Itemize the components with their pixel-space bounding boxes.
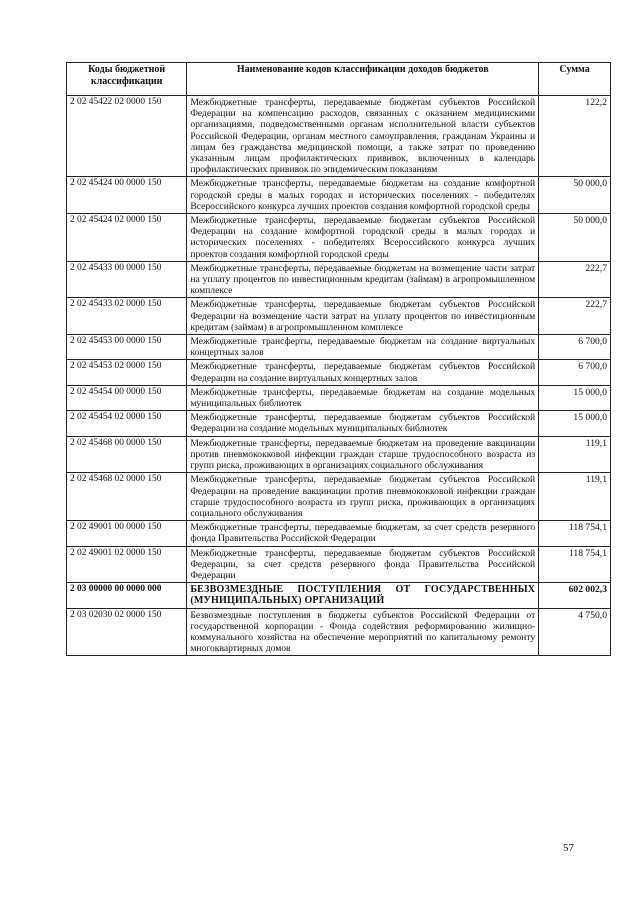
code-cell: 2 02 45454 02 0000 150 [67, 411, 187, 436]
name-cell: Межбюджетные трансферты, передаваемые бюджетам субъектов Российской Федерации, за счет средств резервного фонда Правительства Российской Федерации [187, 546, 539, 583]
sum-cell: 6 700,0 [539, 360, 611, 385]
name-cell: Межбюджетные трансферты, передаваемые бюджетам субъектов Российской Федерации на проведение вакцинации против пневмококковой инфекции граждан старше трудоспособного возраста из групп риска, проживающих в организациях социального обслуживания [187, 473, 539, 521]
name-cell: Межбюджетные трансферты, передаваемые бюджетам на создание виртуальных концертных залов [187, 335, 539, 360]
sum-cell: 118 754,1 [539, 521, 611, 546]
budget-table-container [66, 62, 611, 656]
table-row [67, 385, 611, 410]
name-cell: Межбюджетные трансферты, передаваемые бюджетам на возмещение части затрат на уплату процентов по инвестиционным кредитам (займам) в агропромышленном комплексе [187, 261, 539, 298]
sum-cell: 602 002,3 [539, 583, 611, 608]
sum-cell: 119,1 [539, 473, 611, 521]
name-cell: Межбюджетные трансферты, передаваемые бюджетам на создание комфортной городской среды в малых городах и исторических поселениях - победителях Всероссийского конкурса лучших проектов создания комфортной городской среды [187, 177, 539, 214]
column-header-code: Коды бюджетной классификации [67, 63, 187, 96]
name-cell: Межбюджетные трансферты, передаваемые бюджетам на проведение вакцинации против пневмококковой инфекции граждан старше трудоспособного возраста из групп риска, проживающих в организациях социального обслуживания [187, 436, 539, 473]
column-header-sum: Сумма [539, 63, 611, 96]
name-cell: Безвозмездные поступления в бюджеты субъектов Российской Федерации от государственной корпорации - Фонда содействия реформированию жилищно-коммунального хозяйства на обеспечение мероприятий по капитальному ремонту многоквартирных домов [187, 608, 539, 656]
code-cell: 2 02 49001 02 0000 150 [67, 546, 187, 583]
table-row [67, 411, 611, 436]
sum-cell: 222,7 [539, 298, 611, 335]
name-cell: Межбюджетные трансферты, передаваемые бюджетам субъектов Российской Федерации на возмещение части затрат на уплату процентов по инвестиционным кредитам (займам) в агропромышленном комплексе [187, 298, 539, 335]
table-row [67, 96, 611, 177]
table-row [67, 298, 611, 335]
budget-classification-table [66, 62, 611, 656]
table-row [67, 214, 611, 262]
code-cell: 2 02 45453 00 0000 150 [67, 335, 187, 360]
column-header-name: Наименование кодов классификации доходов бюджетов [187, 63, 539, 96]
code-cell: 2 02 45468 02 0000 150 [67, 473, 187, 521]
sum-cell: 50 000,0 [539, 177, 611, 214]
table-body [67, 96, 611, 656]
code-cell: 2 02 45453 02 0000 150 [67, 360, 187, 385]
table-row [67, 521, 611, 546]
table-row [67, 546, 611, 583]
table-row [67, 335, 611, 360]
name-cell: Межбюджетные трансферты, передаваемые бюджетам субъектов Российской Федерации на компенсацию расходов, связанных с оказанием медицинскими организациями, подведомственными органам исполнительной власти субъектов Российской Федерации, органам местного самоуправления, гражданам Украины и лицам без гражданства медицинской помощи, а также затрат по проведению указанным лицам профилактических прививок, включенных в календарь профилактических прививок по эпидемическим показаниям [187, 96, 539, 177]
code-cell: 2 02 45422 02 0000 150 [67, 96, 187, 177]
name-cell: Межбюджетные трансферты, передаваемые бюджетам субъектов Российской Федерации на создание комфортной городской среды в малых городах и исторических поселениях - победителях Всероссийского конкурса лучших проектов создания комфортной городской среды [187, 214, 539, 262]
name-cell: Межбюджетные трансферты, передаваемые бюджетам субъектов Российской Федерации на создание модельных муниципальных библиотек [187, 411, 539, 436]
table-header-row [67, 63, 611, 96]
name-cell: Межбюджетные трансферты, передаваемые бюджетам на создание модельных муниципальных библиотек [187, 385, 539, 410]
code-cell: 2 02 45433 02 0000 150 [67, 298, 187, 335]
code-cell: 2 02 45424 00 0000 150 [67, 177, 187, 214]
table-row [67, 360, 611, 385]
code-cell: 2 02 45424 02 0000 150 [67, 214, 187, 262]
table-row [67, 177, 611, 214]
table-row [67, 608, 611, 656]
sum-cell: 122,2 [539, 96, 611, 177]
code-cell: 2 02 45468 00 0000 150 [67, 436, 187, 473]
table-row [67, 261, 611, 298]
sum-cell: 50 000,0 [539, 214, 611, 262]
code-cell: 2 02 45433 00 0000 150 [67, 261, 187, 298]
sum-cell: 4 750,0 [539, 608, 611, 656]
sum-cell: 118 754,1 [539, 546, 611, 583]
code-cell: 2 02 49001 00 0000 150 [67, 521, 187, 546]
table-row [67, 473, 611, 521]
sum-cell: 222,7 [539, 261, 611, 298]
code-cell: 2 03 00000 00 0000 000 [67, 583, 187, 608]
table-row [67, 583, 611, 608]
sum-cell: 6 700,0 [539, 335, 611, 360]
name-cell: БЕЗВОЗМЕЗДНЫЕ ПОСТУПЛЕНИЯ ОТ ГОСУДАРСТВЕННЫХ (МУНИЦИПАЛЬНЫХ) ОРГАНИЗАЦИЙ [187, 583, 539, 608]
code-cell: 2 03 02030 02 0000 150 [67, 608, 187, 656]
sum-cell: 15 000,0 [539, 411, 611, 436]
table-row [67, 436, 611, 473]
name-cell: Межбюджетные трансферты, передаваемые бюджетам, за счет средств резервного фонда Правительства Российской Федерации [187, 521, 539, 546]
name-cell: Межбюджетные трансферты, передаваемые бюджетам субъектов Российской Федерации на создание виртуальных концертных залов [187, 360, 539, 385]
code-cell: 2 02 45454 00 0000 150 [67, 385, 187, 410]
sum-cell: 119,1 [539, 436, 611, 473]
sum-cell: 15 000,0 [539, 385, 611, 410]
page-number: 57 [563, 842, 574, 854]
